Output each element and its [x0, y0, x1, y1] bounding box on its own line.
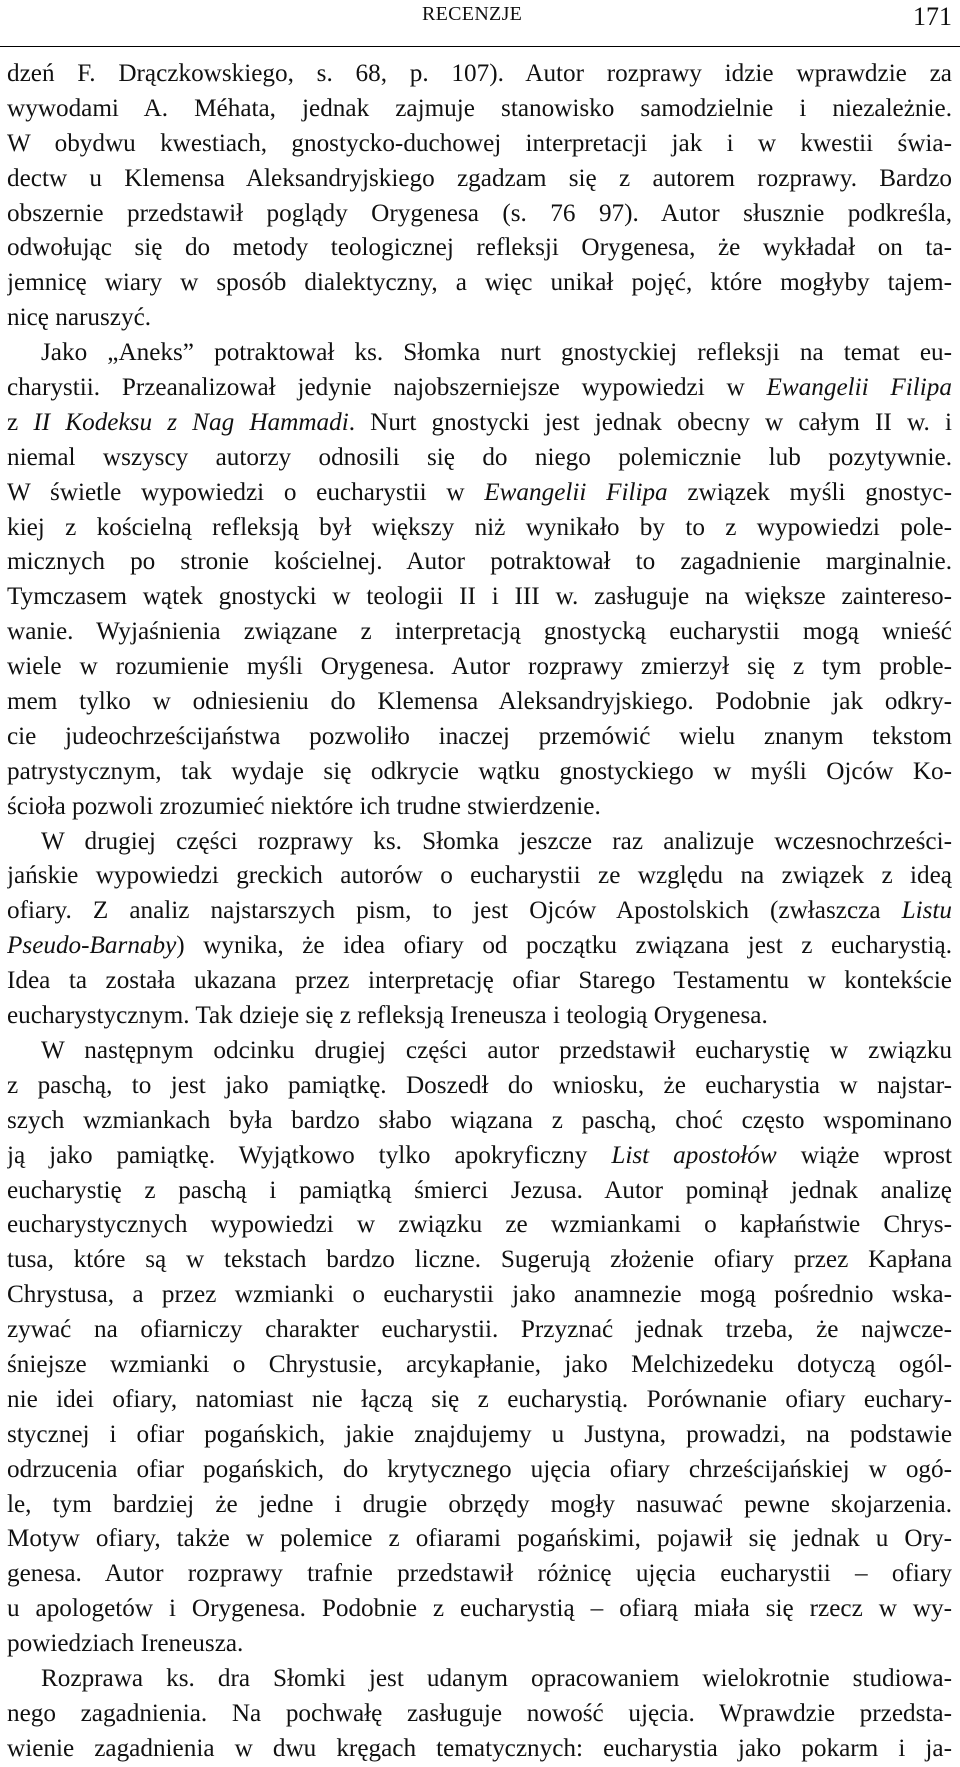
- italic-title: Listu: [901, 897, 952, 925]
- italic-title: Pseudo-Barnaby: [7, 932, 177, 960]
- paragraph-3: [7, 825, 952, 1034]
- text-line: szych wzmiankach była bardzo słabo wiązana z paschą, choć często wspominano: [7, 1106, 952, 1134]
- paragraph-5: [7, 1662, 952, 1767]
- text-line: nicę naruszyć.: [7, 304, 152, 332]
- paragraph-1: [7, 57, 952, 336]
- text-line: z II Kodeksu z Nag Hammadi. Nurt gnostycki jest jednak obecny w całym II w. i: [7, 408, 952, 436]
- text-line: ścioła pozwoli zrozumieć niektóre ich trudne stwierdzenie.: [7, 792, 601, 820]
- text-line: mem tylko w odniesieniu do Klemensa Aleksandryjskiego. Podobnie jak odkry-: [7, 688, 952, 716]
- text-line: wienie zagadnienia w dwu kręgach tematycznych: eucharystia jako pokarm i ja-: [7, 1734, 952, 1762]
- text-line: niemal wszyscy autorzy odnosili się do niego polemicznie lub pozytywnie.: [7, 443, 952, 471]
- text-line: zywać na ofiarniczy charakter eucharystii. Przyznać jednak trzeba, że najwcze-: [7, 1316, 952, 1344]
- text-line: Rozprawa ks. dra Słomki jest udanym opracowaniem wielokrotnie studiowa-: [41, 1664, 952, 1692]
- page-header: [0, 0, 960, 47]
- text-line: micznych po stronie kościelnej. Autor potraktował to zagadnienie marginalnie.: [7, 548, 952, 576]
- text-line: charystii. Przeanalizował jedynie najobszerniejsze wypowiedzi w Ewangelii Filipa: [7, 374, 952, 402]
- text-line: ją jako pamiątkę. Wyjątkowo tylko apokryficzny List apostołów wiąże wprost: [7, 1141, 952, 1169]
- italic-title: Ewangelii Filipa: [484, 478, 668, 506]
- text-line: stycznej i ofiar pogańskich, jakie znajdujemy u Justyna, prowadzi, na podstawie: [7, 1420, 952, 1448]
- body-text: [7, 57, 952, 1767]
- text-line: wanie. Wyjaśnienia związane z interpretacją gnostycką eucharystii mogą wnieść: [7, 618, 952, 646]
- text-line: Jako „Aneks” potraktował ks. Słomka nurt gnostyckiej refleksji na temat eu-: [41, 339, 952, 367]
- text-line: odwołując się do metody teologicznej refleksji Orygenesa, że wykładał on ta-: [7, 234, 952, 262]
- text-line: jemnicę wiary w sposób dialektyczny, a więc unikał pojęć, które mogłyby tajem-: [7, 269, 952, 297]
- text-line: śniejsze wzmianki o Chrystusie, arcykapłanie, jako Melchizedeku dotyczą ogól-: [7, 1350, 952, 1378]
- text-line: eucharystycznym. Tak dzieje się z refleksją Ireneusza i teologią Orygenesa.: [7, 1002, 768, 1030]
- text-line: nie idei ofiary, natomiast nie łączą się z eucharystią. Porównanie ofiary euchary-: [7, 1385, 952, 1413]
- text-line: tusa, które są w tekstach bardzo liczne. Sugerują złożenie ofiary przez Kapłana: [7, 1246, 952, 1274]
- text-line: W obydwu kwestiach, gnostycko-duchowej interpretacji jak i w kwestii świa-: [7, 129, 952, 157]
- text-line: le, tym bardziej że jedne i drugie obrzędy mogły nasuwać pewne skojarzenia.: [7, 1490, 952, 1518]
- text-line: ofiary. Z analiz najstarszych pism, to jest Ojców Apostolskich (zwłaszcza Listu: [7, 897, 952, 925]
- text-line: dzeń F. Drączkowskiego, s. 68, p. 107). Autor rozprawy idzie wprawdzie za: [7, 60, 952, 87]
- text-line: u apologetów i Orygenesa. Podobnie z eucharystią – ofiarą miała się rzecz w wy-: [7, 1595, 952, 1623]
- running-head: RECENZJE: [422, 3, 523, 25]
- text-line: obszernie przedstawił poglądy Orygenesa (s. 76 97). Autor słusznie podkreśla,: [7, 199, 952, 227]
- text-line: Motyw ofiary, także w polemice z ofiarami pogańskimi, pojawił się jednak u Ory-: [7, 1525, 952, 1553]
- text-line: wywodami A. Méhata, jednak zajmuje stanowisko samodzielnie i niezależnie.: [7, 94, 952, 122]
- text-line: kiej z kościelną refleksją był większy niż wynikało by to z wypowiedzi pole-: [7, 513, 952, 541]
- text-line: Pseudo-Barnaby) wynika, że idea ofiary od początku związana jest z eucharystią.: [7, 932, 952, 960]
- text-line: odrzucenia ofiar pogańskich, do krytycznego ujęcia ofiary chrześcijańskiej w ogó-: [7, 1455, 952, 1483]
- text-line: nego zagadnienia. Na pochwałę zasługuje nowość ujęcia. Wprawdzie przedsta-: [7, 1699, 952, 1727]
- text-line: W drugiej części rozprawy ks. Słomka jeszcze raz analizuje wczesnochrześci-: [41, 827, 952, 855]
- italic-title: List apostołów: [611, 1141, 777, 1169]
- text-line: cie judeochrześcijaństwa pozwoliło inaczej przemówić wielu znanym tekstom: [7, 722, 952, 750]
- text-line: Tymczasem wątek gnostycki w teologii II i III w. zasługuje na większe zaintereso-: [7, 583, 952, 611]
- text-line: W świetle wypowiedzi o eucharystii w Ewangelii Filipa związek myśli gnostyc-: [7, 478, 952, 506]
- text-line: eucharystię z paschą i pamiątką śmierci Jezusa. Autor pominął jednak analizę: [7, 1176, 952, 1204]
- text-line: Idea ta została ukazana przez interpretację ofiar Starego Testamentu w kontekście: [7, 967, 952, 995]
- text-line: Chrystusa, a przez wzmianki o eucharystii jako anamnezie mogą pośrednio wska-: [7, 1281, 952, 1309]
- text-line: jańskie wypowiedzi greckich autorów o eucharystii ze względu na związek z ideą: [7, 862, 952, 890]
- italic-title: Ewangelii Filipa: [766, 374, 952, 402]
- paragraph-2: [7, 336, 952, 824]
- text-line: dectw u Klemensa Aleksandryjskiego zgadzam się z autorem rozprawy. Bardzo: [7, 164, 952, 192]
- text-line: powiedziach Ireneusza.: [7, 1630, 244, 1658]
- text-line: eucharystycznych wypowiedzi w związku ze wzmiankami o kapłaństwie Chrys-: [7, 1211, 952, 1239]
- italic-title: II Kodeksu z Nag Hammadi: [33, 408, 349, 436]
- text-line: wiele w rozumienie myśli Orygenesa. Autor rozprawy zmierzył się z tym proble-: [7, 653, 952, 681]
- page-number: 171: [913, 2, 952, 31]
- text-line: patrystycznym, tak wydaje się odkrycie wątku gnostyckiego w myśli Ojców Ko-: [7, 757, 952, 785]
- paragraph-4: [7, 1034, 952, 1662]
- text-line: genesa. Autor rozprawy trafnie przedstawił różnicę ujęcia eucharystii – ofiary: [7, 1560, 952, 1588]
- text-line: z paschą, to jest jako pamiątkę. Doszedł do wniosku, że eucharystia w najstar-: [7, 1071, 952, 1099]
- text-line: W następnym odcinku drugiej części autor przedstawił eucharystię w związku: [41, 1036, 952, 1064]
